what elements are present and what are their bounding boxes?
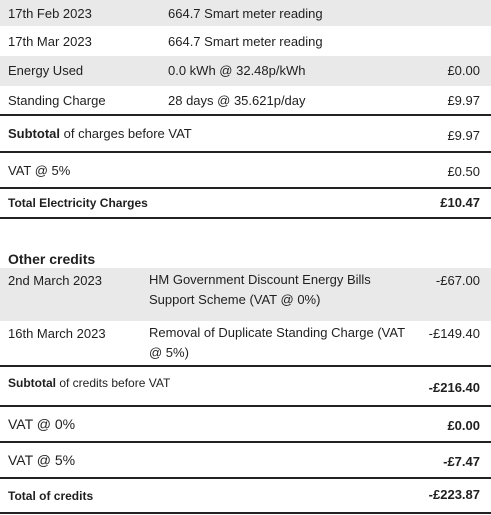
table-row — [0, 0, 491, 26]
subtotal-label: Subtotal of credits before VAT — [8, 376, 171, 390]
vat-amount: £0.00 — [447, 418, 480, 433]
vat-row — [0, 153, 491, 187]
vat-amount: £0.50 — [447, 164, 480, 179]
row-label: Standing Charge — [8, 93, 106, 108]
total-amount: -£223.87 — [428, 487, 480, 502]
row-detail: 664.7 Smart meter reading — [168, 34, 323, 49]
row-date: 17th Feb 2023 — [8, 6, 92, 21]
table-row — [0, 26, 491, 56]
row-detail: Removal of Duplicate Standing Charge (VAT @ 5%) — [149, 325, 405, 360]
vat-label: VAT @ 0% — [8, 416, 76, 432]
vat-label: VAT @ 5% — [8, 452, 76, 468]
total-label: Total Electricity Charges — [8, 196, 148, 210]
vat-amount: -£7.47 — [443, 454, 480, 469]
subtotal-label: Subtotal of charges before VAT — [8, 126, 192, 141]
row-label: Energy Used — [8, 63, 84, 78]
table-row — [0, 321, 491, 365]
row-amount: £0.00 — [447, 63, 480, 78]
row-date: 17th Mar 2023 — [8, 34, 92, 49]
subtotal-amount: £9.97 — [447, 128, 480, 143]
row-date: 2nd March 2023 — [8, 273, 102, 288]
vat-label: VAT @ 5% — [8, 163, 71, 178]
row-detail: 0.0 kWh @ 32.48p/kWh — [168, 63, 306, 78]
divider — [0, 217, 491, 219]
subtotal-amount: -£216.40 — [428, 380, 480, 395]
table-row — [0, 268, 491, 321]
vat-row — [0, 407, 491, 441]
row-detail: 28 days @ 35.621p/day — [168, 93, 306, 108]
divider — [0, 512, 491, 514]
section-heading: Other credits — [8, 251, 96, 267]
table-row — [0, 86, 491, 114]
subtotal-row — [0, 367, 491, 405]
total-label: Total of credits — [8, 489, 94, 503]
row-detail: 664.7 Smart meter reading — [168, 6, 323, 21]
row-date: 16th March 2023 — [8, 326, 106, 341]
total-amount: £10.47 — [440, 195, 480, 210]
subtotal-row — [0, 116, 491, 150]
row-amount: -£67.00 — [435, 273, 480, 288]
vat-row — [0, 443, 491, 477]
total-row — [0, 189, 491, 216]
row-amount: -£149.40 — [428, 326, 480, 341]
table-row — [0, 56, 491, 86]
total-row — [0, 479, 491, 511]
row-detail: HM Government Discount Energy Bills Support Scheme (VAT @ 0%) — [149, 272, 371, 307]
row-amount: £9.97 — [447, 93, 480, 108]
